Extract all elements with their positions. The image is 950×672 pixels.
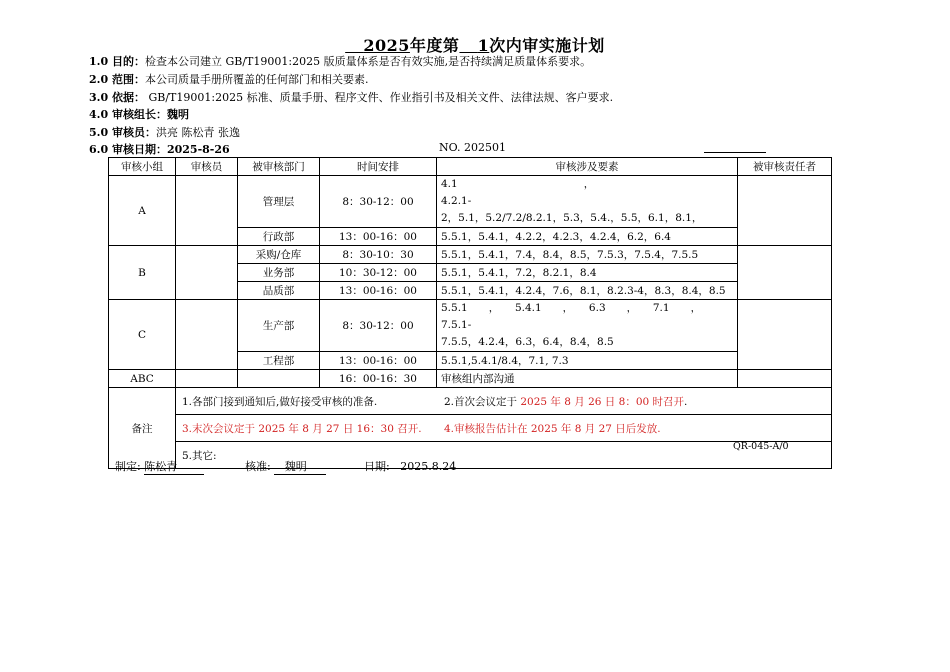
department-cell xyxy=(238,370,320,388)
elements-line-1: 4.1 ， 4.2.1- xyxy=(441,178,715,207)
department-cell: 行政部 xyxy=(238,228,320,246)
remark-2-suffix: . xyxy=(684,395,688,408)
remark-line-1 xyxy=(176,388,832,415)
title-number: 1 xyxy=(477,36,490,55)
elements-line-2: 7.5.5，4.2.4，6.3，6.4，8.4，8.5 xyxy=(441,336,614,348)
remarks-label: 备注 xyxy=(109,388,176,469)
footer-made-by xyxy=(115,458,204,475)
remark-line-2 xyxy=(176,415,832,442)
leader-label: 4.0 审核组长： xyxy=(89,108,167,121)
responsible-cell xyxy=(738,246,832,300)
table-row xyxy=(109,370,832,388)
elements-cell: 5.5.1,5.4.1/8.4，7.1, 7.3 xyxy=(437,352,738,370)
leader-name: 魏明 xyxy=(166,108,189,121)
basis-line xyxy=(89,89,613,105)
time-cell: 13：00-16：00 xyxy=(320,352,437,370)
time-cell: 10：30-12：00 xyxy=(320,264,437,282)
purpose-label: 1.0 目的： xyxy=(89,55,145,68)
header-group: 审核小组 xyxy=(109,158,176,176)
department-cell: 业务部 xyxy=(238,264,320,282)
time-cell: 13：00-16：00 xyxy=(320,282,437,300)
footer-approved-by xyxy=(245,458,326,475)
group-c-cell: C xyxy=(109,300,176,370)
auditor-cell xyxy=(176,300,238,370)
approve-label: 核准: xyxy=(245,460,271,473)
auditors-label: 5.0 审核员： xyxy=(89,126,156,139)
header-department: 被审核部门 xyxy=(238,158,320,176)
elements-cell xyxy=(437,176,738,228)
footer-date xyxy=(364,458,456,474)
responsible-cell xyxy=(738,176,832,246)
elements-line-1: 5.5.1 ， 5.4.1 ， 6.3 ， 7.1 ， 7.5.1- xyxy=(441,302,717,331)
audit-date-value: 2025-8-26 xyxy=(166,143,230,156)
made-name: 陈松青 xyxy=(144,458,204,475)
leader-line xyxy=(89,106,189,122)
time-cell: 13：00-16：00 xyxy=(320,228,437,246)
header-time: 时间安排 xyxy=(320,158,437,176)
remark-line-3: 5.其它: xyxy=(176,442,832,469)
table-row xyxy=(109,300,832,352)
audit-date-label: 6.0 审核日期： xyxy=(89,143,167,156)
remarks-row xyxy=(109,442,832,469)
title-year: 2025 xyxy=(363,36,410,55)
purpose-line xyxy=(89,53,591,69)
time-cell: 16：00-16：30 xyxy=(320,370,437,388)
remarks-row xyxy=(109,415,832,442)
scope-line xyxy=(89,71,368,87)
department-cell: 生产部 xyxy=(238,300,320,352)
table-row xyxy=(109,176,832,228)
audit-schedule-table xyxy=(108,157,832,469)
title-text-1: 年度第 xyxy=(409,36,460,55)
group-a-cell: A xyxy=(109,176,176,246)
remark-2-prefix: 2.首次会议定于 xyxy=(444,395,521,408)
elements-cell: 审核组内部沟通 xyxy=(437,370,738,388)
header-auditor: 审核员 xyxy=(176,158,238,176)
remark-4: 4.审核报告估计在 2025 年 8 月 27 日后发放. xyxy=(444,422,661,435)
group-b-cell: B xyxy=(109,246,176,300)
header-elements: 审核涉及要素 xyxy=(437,158,738,176)
elements-cell: 5.5.1，5.4.1，7.2，8.2.1，8.4 xyxy=(437,264,738,282)
title-text-2: 次内审实施计划 xyxy=(489,36,605,55)
remark-3 xyxy=(182,421,444,436)
remark-1: 1.各部门接到通知后,做好接受审核的准备. xyxy=(182,395,378,408)
elements-cell: 5.5.1，5.4.1，4.2.2，4.2.3，4.2.4，6.2，6.4 xyxy=(437,228,738,246)
auditors-line xyxy=(89,124,240,140)
document-number: NO. 202501 xyxy=(439,141,506,154)
blank-underline xyxy=(704,152,766,153)
header-responsible: 被审核责任者 xyxy=(738,158,832,176)
time-cell: 8：30-10：30 xyxy=(320,246,437,264)
department-cell: 品质部 xyxy=(238,282,320,300)
scope-text: 本公司质量手册所覆盖的任何部门和相关要素. xyxy=(144,73,369,86)
auditor-cell xyxy=(176,370,238,388)
responsible-cell xyxy=(738,370,832,388)
elements-cell: 5.5.1，5.4.1，4.2.4，7.6，8.1，8.2.3-4，8.3，8.4，8.5 xyxy=(437,282,738,300)
elements-cell: 5.5.1，5.4.1，7.4，8.4，8.5，7.5.3，7.5.4，7.5.5 xyxy=(437,246,738,264)
department-cell: 采购/仓库 xyxy=(238,246,320,264)
made-label: 制定: xyxy=(115,460,141,473)
elements-cell xyxy=(437,300,738,352)
approve-name: 魏明 xyxy=(274,458,326,475)
audit-date-line xyxy=(89,141,230,157)
remark-3-text: 末次会议定于 2025 年 8 月 27 日 16：30 召开. xyxy=(192,422,422,435)
remarks-row xyxy=(109,388,832,415)
elements-line-2: 2，5.1，5.2/7.2/8.2.1，5.3，5.4.，5.5，6.1，8.1， xyxy=(441,212,703,224)
responsible-cell xyxy=(738,300,832,370)
time-cell: 8：30-12：00 xyxy=(320,176,437,228)
basis-label: 3.0 依据： xyxy=(89,91,145,104)
table-header-row xyxy=(109,158,832,176)
document-code: QR-045-A/0 xyxy=(733,441,789,452)
purpose-text: 检查本公司建立 GB/T19001:2025 版质量体系是否有效实施,是否持续满足质量体系要求。 xyxy=(144,55,592,68)
remark-2-date: 2025 年 8 月 26 日 8：00 时召开 xyxy=(520,395,685,408)
time-cell: 8：30-12：00 xyxy=(320,300,437,352)
auditor-cell xyxy=(176,246,238,300)
auditor-cell xyxy=(176,176,238,246)
department-cell: 管理层 xyxy=(238,176,320,228)
footer-date-value: 2025.8.24 xyxy=(400,460,457,473)
auditors-names: 洪亮 陈松青 张逸 xyxy=(155,126,240,139)
department-cell: 工程部 xyxy=(238,352,320,370)
basis-text: GB/T19001:2025 标准、质量手册、程序文件、作业指引书及相关文件、法律法规、客户要求. xyxy=(144,91,614,104)
remark-3-prefix: 3. xyxy=(182,422,193,435)
table-row xyxy=(109,246,832,264)
group-abc-cell: ABC xyxy=(109,370,176,388)
footer-date-label: 日期: xyxy=(364,460,390,473)
scope-label: 2.0 范围： xyxy=(89,73,145,86)
